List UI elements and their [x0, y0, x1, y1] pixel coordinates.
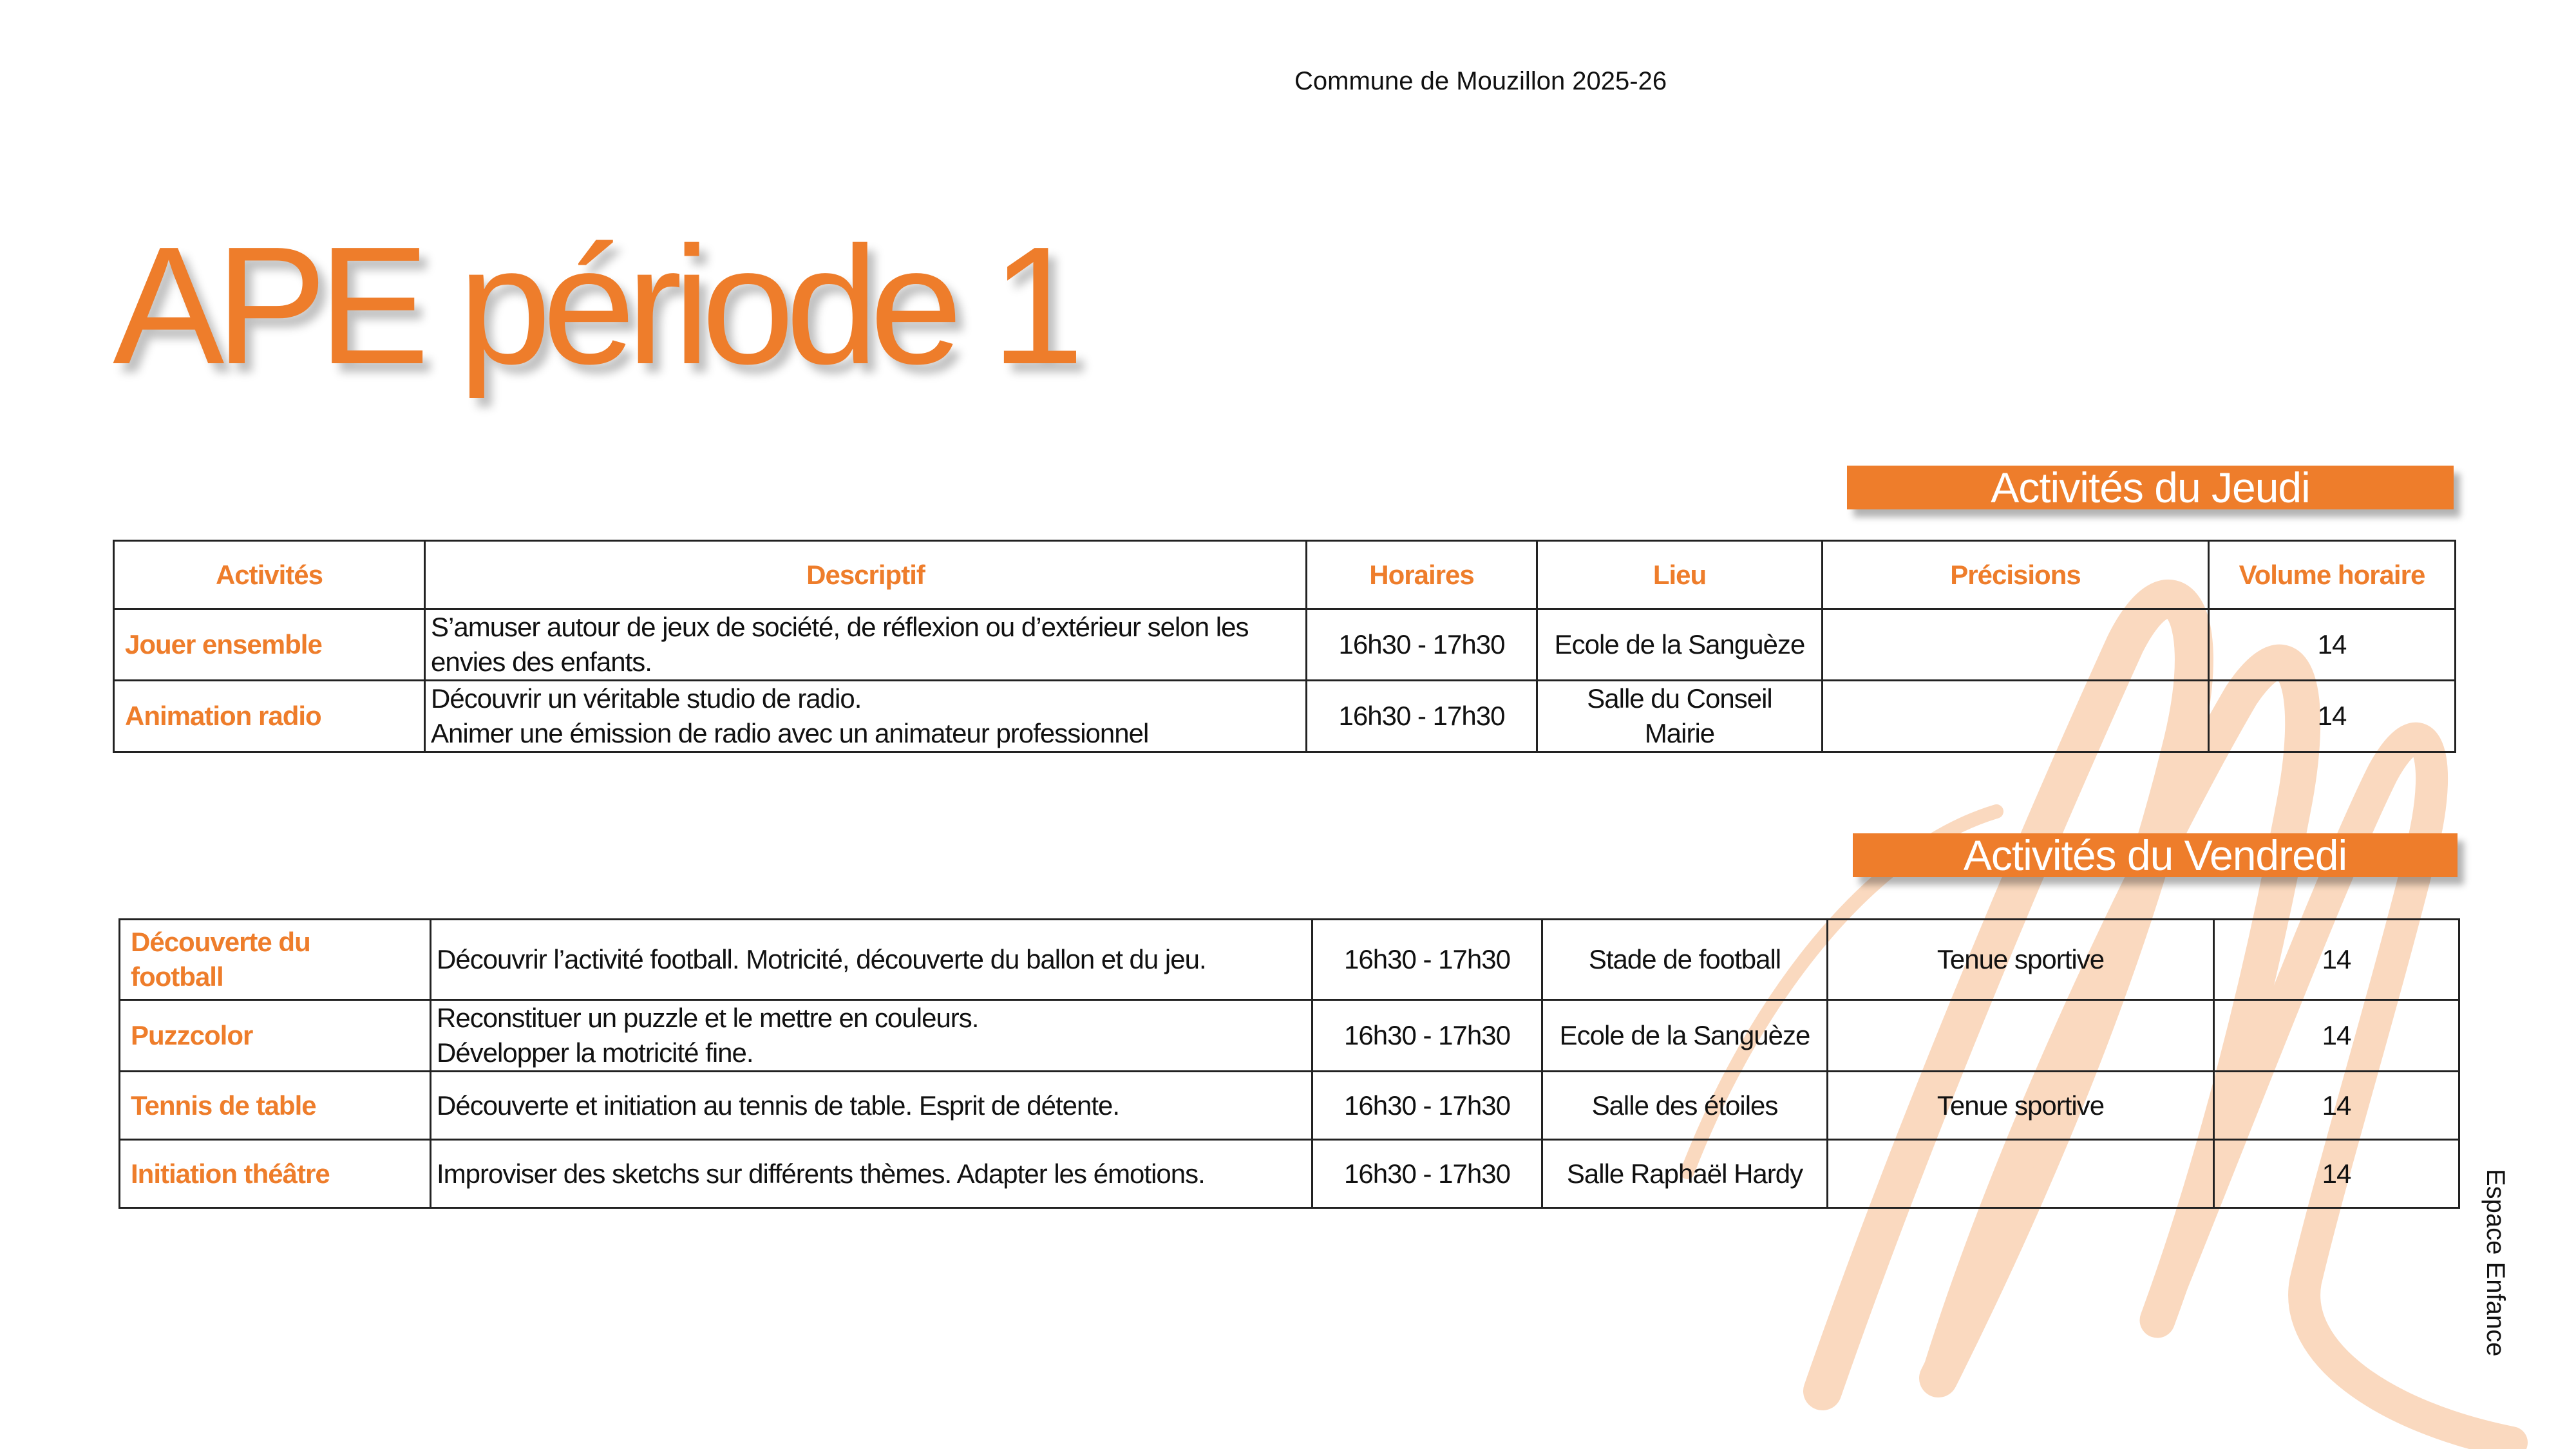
activity-precisions [1828, 1000, 2214, 1072]
activity-horaires: 16h30 - 17h30 [1312, 1072, 1542, 1140]
activity-horaires: 16h30 - 17h30 [1312, 920, 1542, 1000]
activity-precisions: Tenue sportive [1828, 1072, 2214, 1140]
activity-volume: 14 [2214, 920, 2459, 1000]
table-row [114, 609, 2456, 681]
activity-precisions [1823, 609, 2209, 681]
activity-description [425, 609, 1307, 681]
activity-volume: 14 [2214, 1072, 2459, 1140]
activity-description [425, 681, 1307, 752]
description-line: Animer une émission de radio avec un animateur professionnel [431, 718, 1149, 748]
activity-name: Puzzcolor [120, 1000, 431, 1072]
activity-horaires: 16h30 - 17h30 [1307, 609, 1537, 681]
activity-lieu: Salle des étoiles [1542, 1072, 1828, 1140]
table-vendredi [118, 918, 2460, 1209]
activity-horaires: 16h30 - 17h30 [1307, 681, 1537, 752]
lieu-line: Mairie [1644, 718, 1715, 748]
lieu-line: Salle du Conseil [1587, 683, 1772, 714]
section-label-jeudi: Activités du Jeudi [1847, 466, 2454, 509]
table-row [120, 920, 2459, 1000]
activity-lieu: Salle Raphaël Hardy [1542, 1140, 1828, 1208]
activity-description [431, 920, 1312, 1000]
col-header-activites: Activités [114, 541, 425, 609]
description-line: Développer la motricité fine. [437, 1037, 753, 1068]
activity-name: Jouer ensemble [114, 609, 425, 681]
lieu-line: Ecole de la Sanguèze [1554, 629, 1805, 659]
activity-horaires: 16h30 - 17h30 [1312, 1140, 1542, 1208]
description-line: Découverte et initiation au tennis de table. Esprit de détente. [437, 1090, 1120, 1121]
table-row [120, 1140, 2459, 1208]
activity-name: Initiation théâtre [120, 1140, 431, 1208]
section-label-vendredi: Activités du Vendredi [1853, 833, 2458, 877]
col-header-descriptif: Descriptif [425, 541, 1307, 609]
activity-name: Animation radio [114, 681, 425, 752]
activity-volume: 14 [2209, 609, 2456, 681]
description-line: Improviser des sketchs sur différents thèmes. Adapter les émotions. [437, 1158, 1205, 1189]
table-row [114, 681, 2456, 752]
table-header-row [114, 541, 2456, 609]
activity-precisions [1828, 1140, 2214, 1208]
activity-lieu: Ecole de la Sanguèze [1542, 1000, 1828, 1072]
activity-name-line: football [131, 961, 223, 992]
col-header-precisions: Précisions [1823, 541, 2209, 609]
description-line: S’amuser autour de jeux de société, de réflexion ou d’extérieur selon les [431, 612, 1249, 642]
activity-volume: 14 [2214, 1140, 2459, 1208]
activity-description [431, 1140, 1312, 1208]
table-row [120, 1072, 2459, 1140]
activity-description [431, 1072, 1312, 1140]
activity-horaires: 16h30 - 17h30 [1312, 1000, 1542, 1072]
col-header-horaires: Horaires [1307, 541, 1537, 609]
activity-lieu [1537, 609, 1823, 681]
description-line: envies des enfants. [431, 647, 652, 677]
activity-volume: 14 [2214, 1000, 2459, 1072]
header-commune: Commune de Mouzillon 2025-26 [1294, 67, 1667, 95]
table-row [120, 1000, 2459, 1072]
activity-name: Tennis de table [120, 1072, 431, 1140]
activity-volume: 14 [2209, 681, 2456, 752]
page-title: APE période 1 [113, 213, 1075, 399]
activity-precisions [1823, 681, 2209, 752]
activity-name [120, 920, 431, 1000]
side-label: Espace Enfance [2481, 1169, 2510, 1357]
activity-precisions: Tenue sportive [1828, 920, 2214, 1000]
description-line: Reconstituer un puzzle et le mettre en couleurs. [437, 1003, 979, 1033]
col-header-volume: Volume horaire [2209, 541, 2456, 609]
description-line: Découvrir un véritable studio de radio. [431, 683, 862, 714]
table-jeudi [113, 540, 2456, 753]
activity-lieu: Stade de football [1542, 920, 1828, 1000]
activity-lieu [1537, 681, 1823, 752]
col-header-lieu: Lieu [1537, 541, 1823, 609]
activity-name-line: Découverte du [131, 927, 310, 957]
description-line: Découvrir l’activité football. Motricité, découverte du ballon et du jeu. [437, 944, 1206, 974]
activity-description [431, 1000, 1312, 1072]
